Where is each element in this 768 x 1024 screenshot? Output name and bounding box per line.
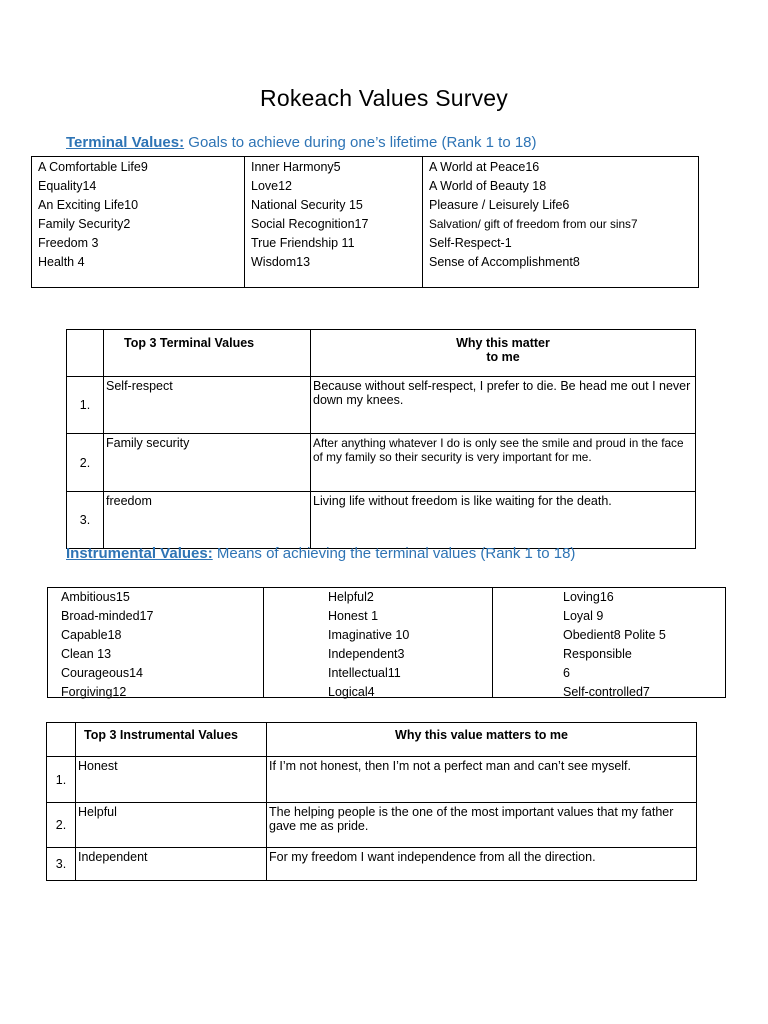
row-value: freedom — [104, 492, 311, 549]
table-header-cell — [47, 723, 76, 757]
value-item: Helpful2 — [328, 590, 374, 604]
row-number: 1. — [67, 377, 104, 434]
table-row — [47, 757, 697, 803]
value-item: Freedom 3 — [38, 236, 99, 250]
row-reason: The helping people is the one of the most important values that my father gave me as pride. — [267, 803, 697, 848]
value-item: Equality14 — [38, 179, 97, 193]
table-header-cell — [311, 330, 696, 377]
row-reason: If I’m not honest, then I’m not a perfect man and can’t see myself. — [267, 757, 697, 803]
value-item: Logical4 — [328, 685, 375, 699]
instrumental-heading-rest: Means of achieving the terminal values (Rank 1 to 18) — [212, 545, 576, 562]
value-item: An Exciting Life10 — [38, 198, 139, 212]
row-reason: Living life without freedom is like waiting for the death. — [311, 492, 696, 549]
value-item: Wisdom13 — [251, 255, 311, 269]
terminal-values-column-1 — [32, 157, 245, 287]
top3-instrumental-values-table — [46, 722, 697, 881]
value-item: Salvation/ gift of freedom from our sins7 — [429, 217, 638, 231]
value-item: A World of Beauty 18 — [429, 179, 547, 193]
instrumental-values-column-2 — [264, 588, 493, 697]
row-number: 3. — [47, 848, 76, 881]
value-item: Self-controlled7 — [563, 685, 650, 699]
value-item: Pleasure / Leisurely Life6 — [429, 198, 570, 212]
table-header-cell — [67, 330, 104, 377]
instrumental-values-column-1 — [48, 588, 264, 697]
table-row — [47, 848, 697, 881]
terminal-values-column-3 — [423, 157, 698, 287]
terminal-heading-lead: Terminal Values: — [66, 134, 185, 151]
value-item: Courageous14 — [61, 666, 144, 680]
value-item: Broad-minded17 — [61, 609, 154, 623]
header-line: Why this matter — [456, 336, 550, 350]
value-item: Sense of Accomplishment8 — [429, 255, 580, 269]
row-value: Honest — [76, 757, 267, 803]
row-number: 2. — [47, 803, 76, 848]
value-item: Independent3 — [328, 647, 405, 661]
value-item: A Comfortable Life9 — [38, 160, 148, 174]
row-value: Family security — [104, 434, 311, 492]
value-item: Capable18 — [61, 628, 122, 642]
value-item: Health 4 — [38, 255, 85, 269]
row-reason: For my freedom I want independence from all the direction. — [267, 848, 697, 881]
terminal-values-heading — [66, 134, 537, 151]
table-header-cell: Top 3 Terminal Values — [104, 330, 311, 377]
header-line: to me — [486, 350, 520, 364]
row-number: 1. — [47, 757, 76, 803]
row-number: 2. — [67, 434, 104, 492]
value-item: Family Security2 — [38, 217, 131, 231]
value-item: A World at Peace16 — [429, 160, 540, 174]
value-item: Forgiving12 — [61, 685, 127, 699]
top3-terminal-values-table — [66, 329, 696, 549]
row-number: 3. — [67, 492, 104, 549]
value-item: Imaginative 10 — [328, 628, 410, 642]
instrumental-values-column-3 — [493, 588, 725, 697]
value-item: Responsible — [563, 647, 632, 661]
value-item: Loyal 9 — [563, 609, 604, 623]
value-item: Intellectual11 — [328, 666, 401, 680]
value-item: National Security 15 — [251, 198, 363, 212]
value-item: Honest 1 — [328, 609, 379, 623]
value-item: Ambitious15 — [61, 590, 130, 604]
table-header-row — [67, 330, 696, 377]
instrumental-values-heading — [66, 545, 575, 562]
row-value: Independent — [76, 848, 267, 881]
row-reason: Because without self-respect, I prefer to die. Be head me out I never down my knees. — [311, 377, 696, 434]
value-item: True Friendship 11 — [251, 236, 355, 250]
table-header-cell: Top 3 Instrumental Values — [76, 723, 267, 757]
value-item: Inner Harmony5 — [251, 160, 341, 174]
table-row — [67, 492, 696, 549]
terminal-values-column-2 — [245, 157, 423, 287]
row-value: Self-respect — [104, 377, 311, 434]
table-row — [47, 803, 697, 848]
value-item: Clean 13 — [61, 647, 112, 661]
row-value: Helpful — [76, 803, 267, 848]
page-title: Rokeach Values Survey — [260, 85, 508, 111]
value-item: Obedient8 Polite 5 — [563, 628, 666, 642]
table-row — [67, 434, 696, 492]
table-header-row — [47, 723, 697, 757]
table-row — [67, 377, 696, 434]
value-item: 6 — [563, 666, 570, 680]
table-header-cell: Why this value matters to me — [267, 723, 697, 757]
terminal-heading-rest: Goals to achieve during one’s lifetime (Rank 1 to 18) — [184, 134, 537, 151]
value-item: Social Recognition17 — [251, 217, 369, 231]
instrumental-heading-lead: Instrumental Values: — [66, 545, 213, 562]
value-item: Loving16 — [563, 590, 614, 604]
terminal-values-grid — [31, 156, 699, 288]
value-item: Love12 — [251, 179, 293, 193]
instrumental-values-grid — [47, 587, 726, 698]
row-reason: After anything whatever I do is only see the smile and proud in the face of my family so their security is very important for me. — [311, 434, 696, 492]
value-item: Self-Respect-1 — [429, 236, 512, 250]
